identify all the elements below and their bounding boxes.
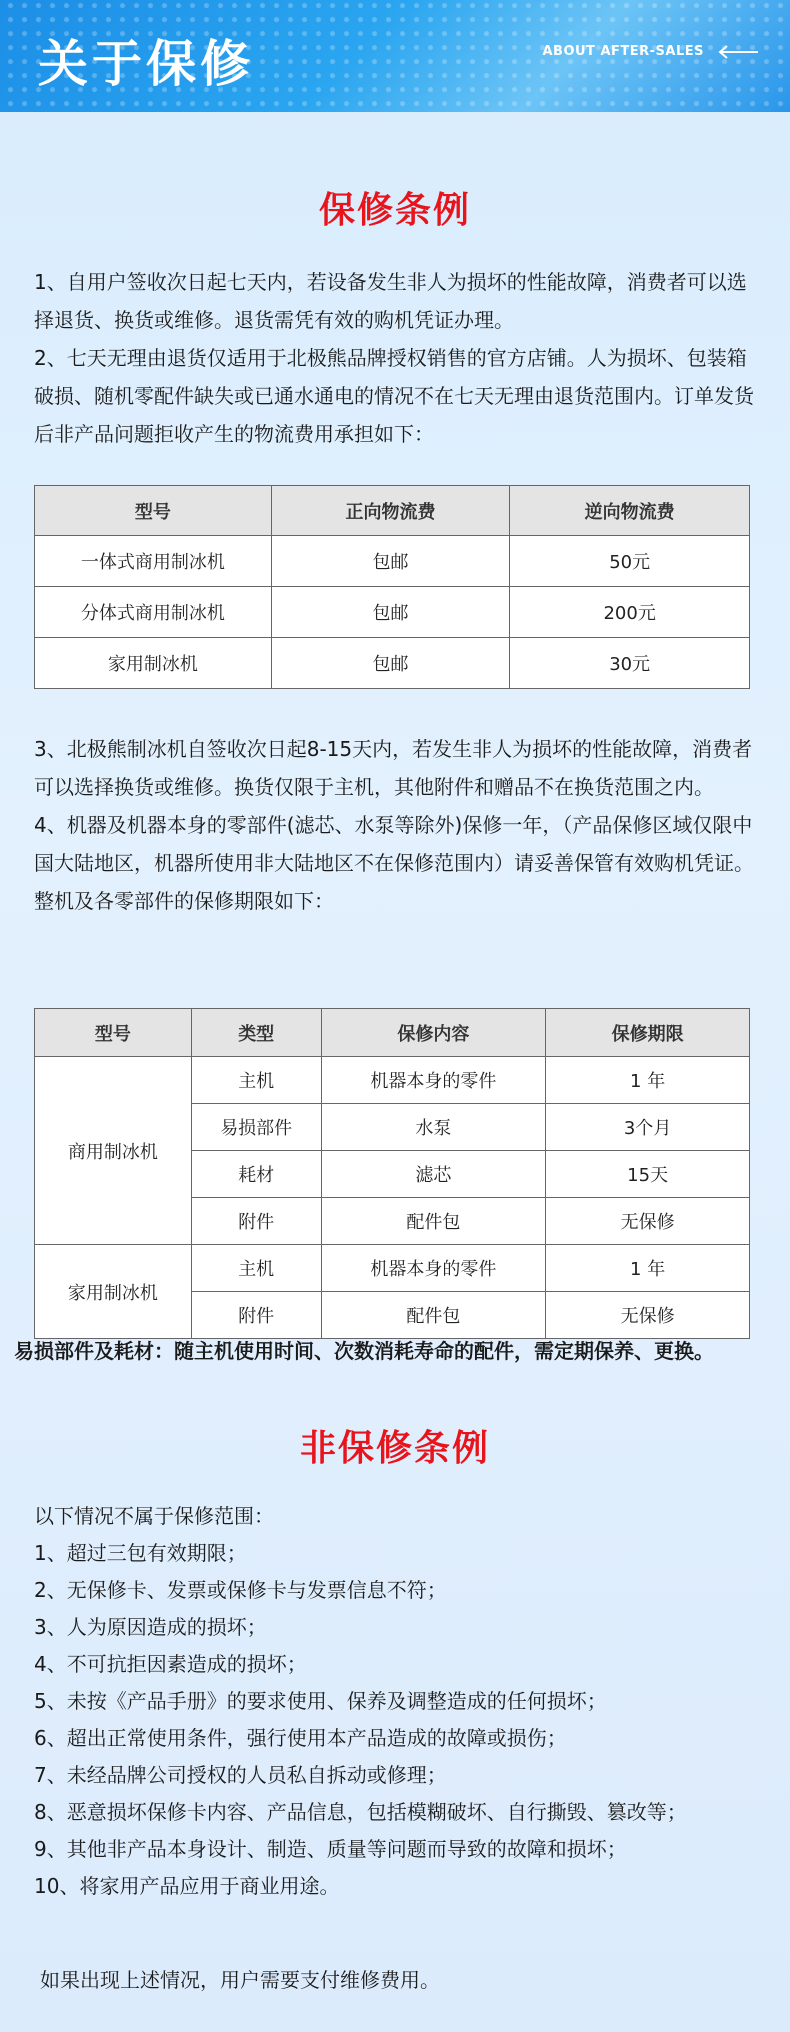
non-warranty-title: 非保修条例 (299, 1428, 490, 1469)
logistics-fee-table (34, 485, 750, 689)
table-cell: 家用制冰机 (35, 638, 272, 689)
table-row (35, 536, 750, 587)
warranty-para-3: 3、北极熊制冰机自签收次日起8-15天内，若发生非人为损坏的性能故障，消费者可以选择换货或维修。换货仅限于主机，其他附件和赠品不在换货范围之内。 (34, 737, 753, 799)
page-title: 关于保修 (38, 35, 254, 93)
table-cell: 1 年 (546, 1245, 750, 1292)
table-cell: 滤芯 (321, 1151, 546, 1198)
table-cell: 30元 (510, 638, 750, 689)
warranty-para-1: 1、自用户签收次日起七天内，若设备发生非人为损坏的性能故障，消费者可以选择退货、换货或维修。退货需凭有效的购机凭证办理。 (34, 270, 747, 332)
list-item: 1、超过三包有效期限； (34, 1541, 247, 1565)
warranty-paragraphs-1 (34, 263, 760, 453)
list-item: 10、将家用产品应用于商业用途。 (34, 1874, 340, 1898)
list-item: 2、无保修卡、发票或保修卡与发票信息不符； (34, 1578, 447, 1602)
table-header-cell: 类型 (191, 1009, 321, 1057)
table-cell: 200元 (510, 587, 750, 638)
table-header-row (35, 1009, 750, 1057)
table-cell: 3个月 (546, 1104, 750, 1151)
table-cell: 配件包 (321, 1292, 546, 1339)
table-cell: 无保修 (546, 1292, 750, 1339)
table-cell: 15天 (546, 1151, 750, 1198)
table-header-cell: 逆向物流费 (510, 486, 750, 536)
table-cell: 1 年 (546, 1057, 750, 1104)
table-cell: 包邮 (271, 638, 510, 689)
arrow-left-icon (716, 42, 760, 62)
table-cell: 水泵 (321, 1104, 546, 1151)
table-cell: 无保修 (546, 1198, 750, 1245)
table-header-cell: 保修期限 (546, 1009, 750, 1057)
table-header-cell: 型号 (35, 1009, 192, 1057)
list-item: 8、恶意损坏保修卡内容、产品信息，包括模糊破坏、自行撕毁、篡改等； (34, 1800, 687, 1824)
table-cell: 附件 (191, 1292, 321, 1339)
table-cell: 配件包 (321, 1198, 546, 1245)
table-group-cell: 商用制冰机 (35, 1057, 192, 1245)
warranty-paragraphs-2 (34, 730, 760, 920)
table-row (35, 1245, 750, 1292)
header-banner (0, 0, 790, 112)
warranty-title: 保修条例 (318, 190, 471, 231)
warranty-period-table (34, 1008, 750, 1339)
table-cell: 包邮 (271, 587, 510, 638)
list-item: 5、未按《产品手册》的要求使用、保养及调整造成的任何损坏； (34, 1689, 607, 1713)
list-item: 以下情况不属于保修范围： (34, 1504, 274, 1528)
non-warranty-list (34, 1498, 774, 1905)
table-cell: 主机 (191, 1245, 321, 1292)
warranty-para-2: 2、七天无理由退货仅适用于北极熊品牌授权销售的官方店铺。人为损坏、包装箱破损、随机零配件缺失或已通水通电的情况不在七天无理由退货范围内。订单发货后非产品问题拒收产生的物流费用承担如下： (34, 346, 754, 446)
list-item: 7、未经品牌公司授权的人员私自拆动或修理； (34, 1763, 447, 1787)
table-row (35, 1057, 750, 1104)
table-row (35, 638, 750, 689)
table-group-cell: 家用制冰机 (35, 1245, 192, 1339)
list-item: 6、超出正常使用条件，强行使用本产品造成的故障或损伤； (34, 1726, 567, 1750)
list-item: 4、不可抗拒因素造成的损坏； (34, 1652, 307, 1676)
page-subtitle: ABOUT AFTER-SALES (542, 44, 704, 59)
table-header-row (35, 486, 750, 536)
table-cell: 一体式商用制冰机 (35, 536, 272, 587)
table-row (35, 587, 750, 638)
table-cell: 50元 (510, 536, 750, 587)
table-cell: 机器本身的零件 (321, 1057, 546, 1104)
table-cell: 机器本身的零件 (321, 1245, 546, 1292)
warranty-para-4: 4、机器及机器本身的零部件(滤芯、水泵等除外)保修一年，（产品保修区域仅限中国大陆地区，机器所使用非大陆地区不在保修范围内）请妥善保管有效购机凭证。整机及各零部件的保修期限如下： (34, 813, 754, 913)
table-cell: 分体式商用制冰机 (35, 587, 272, 638)
table-cell: 附件 (191, 1198, 321, 1245)
list-item: 3、人为原因造成的损坏； (34, 1615, 267, 1639)
table-cell: 包邮 (271, 536, 510, 587)
table-header-cell: 正向物流费 (271, 486, 510, 536)
closing-note: 如果出现上述情况，用户需要支付维修费用。 (40, 1968, 440, 1992)
table-header-cell: 保修内容 (321, 1009, 546, 1057)
table-header-cell: 型号 (35, 486, 272, 536)
table-cell: 主机 (191, 1057, 321, 1104)
list-item: 9、其他非产品本身设计、制造、质量等问题而导致的故障和损坏； (34, 1837, 627, 1861)
consumables-note: 易损部件及耗材：随主机使用时间、次数消耗寿命的配件，需定期保养、更换。 (14, 1339, 714, 1363)
table-cell: 易损部件 (191, 1104, 321, 1151)
table-cell: 耗材 (191, 1151, 321, 1198)
